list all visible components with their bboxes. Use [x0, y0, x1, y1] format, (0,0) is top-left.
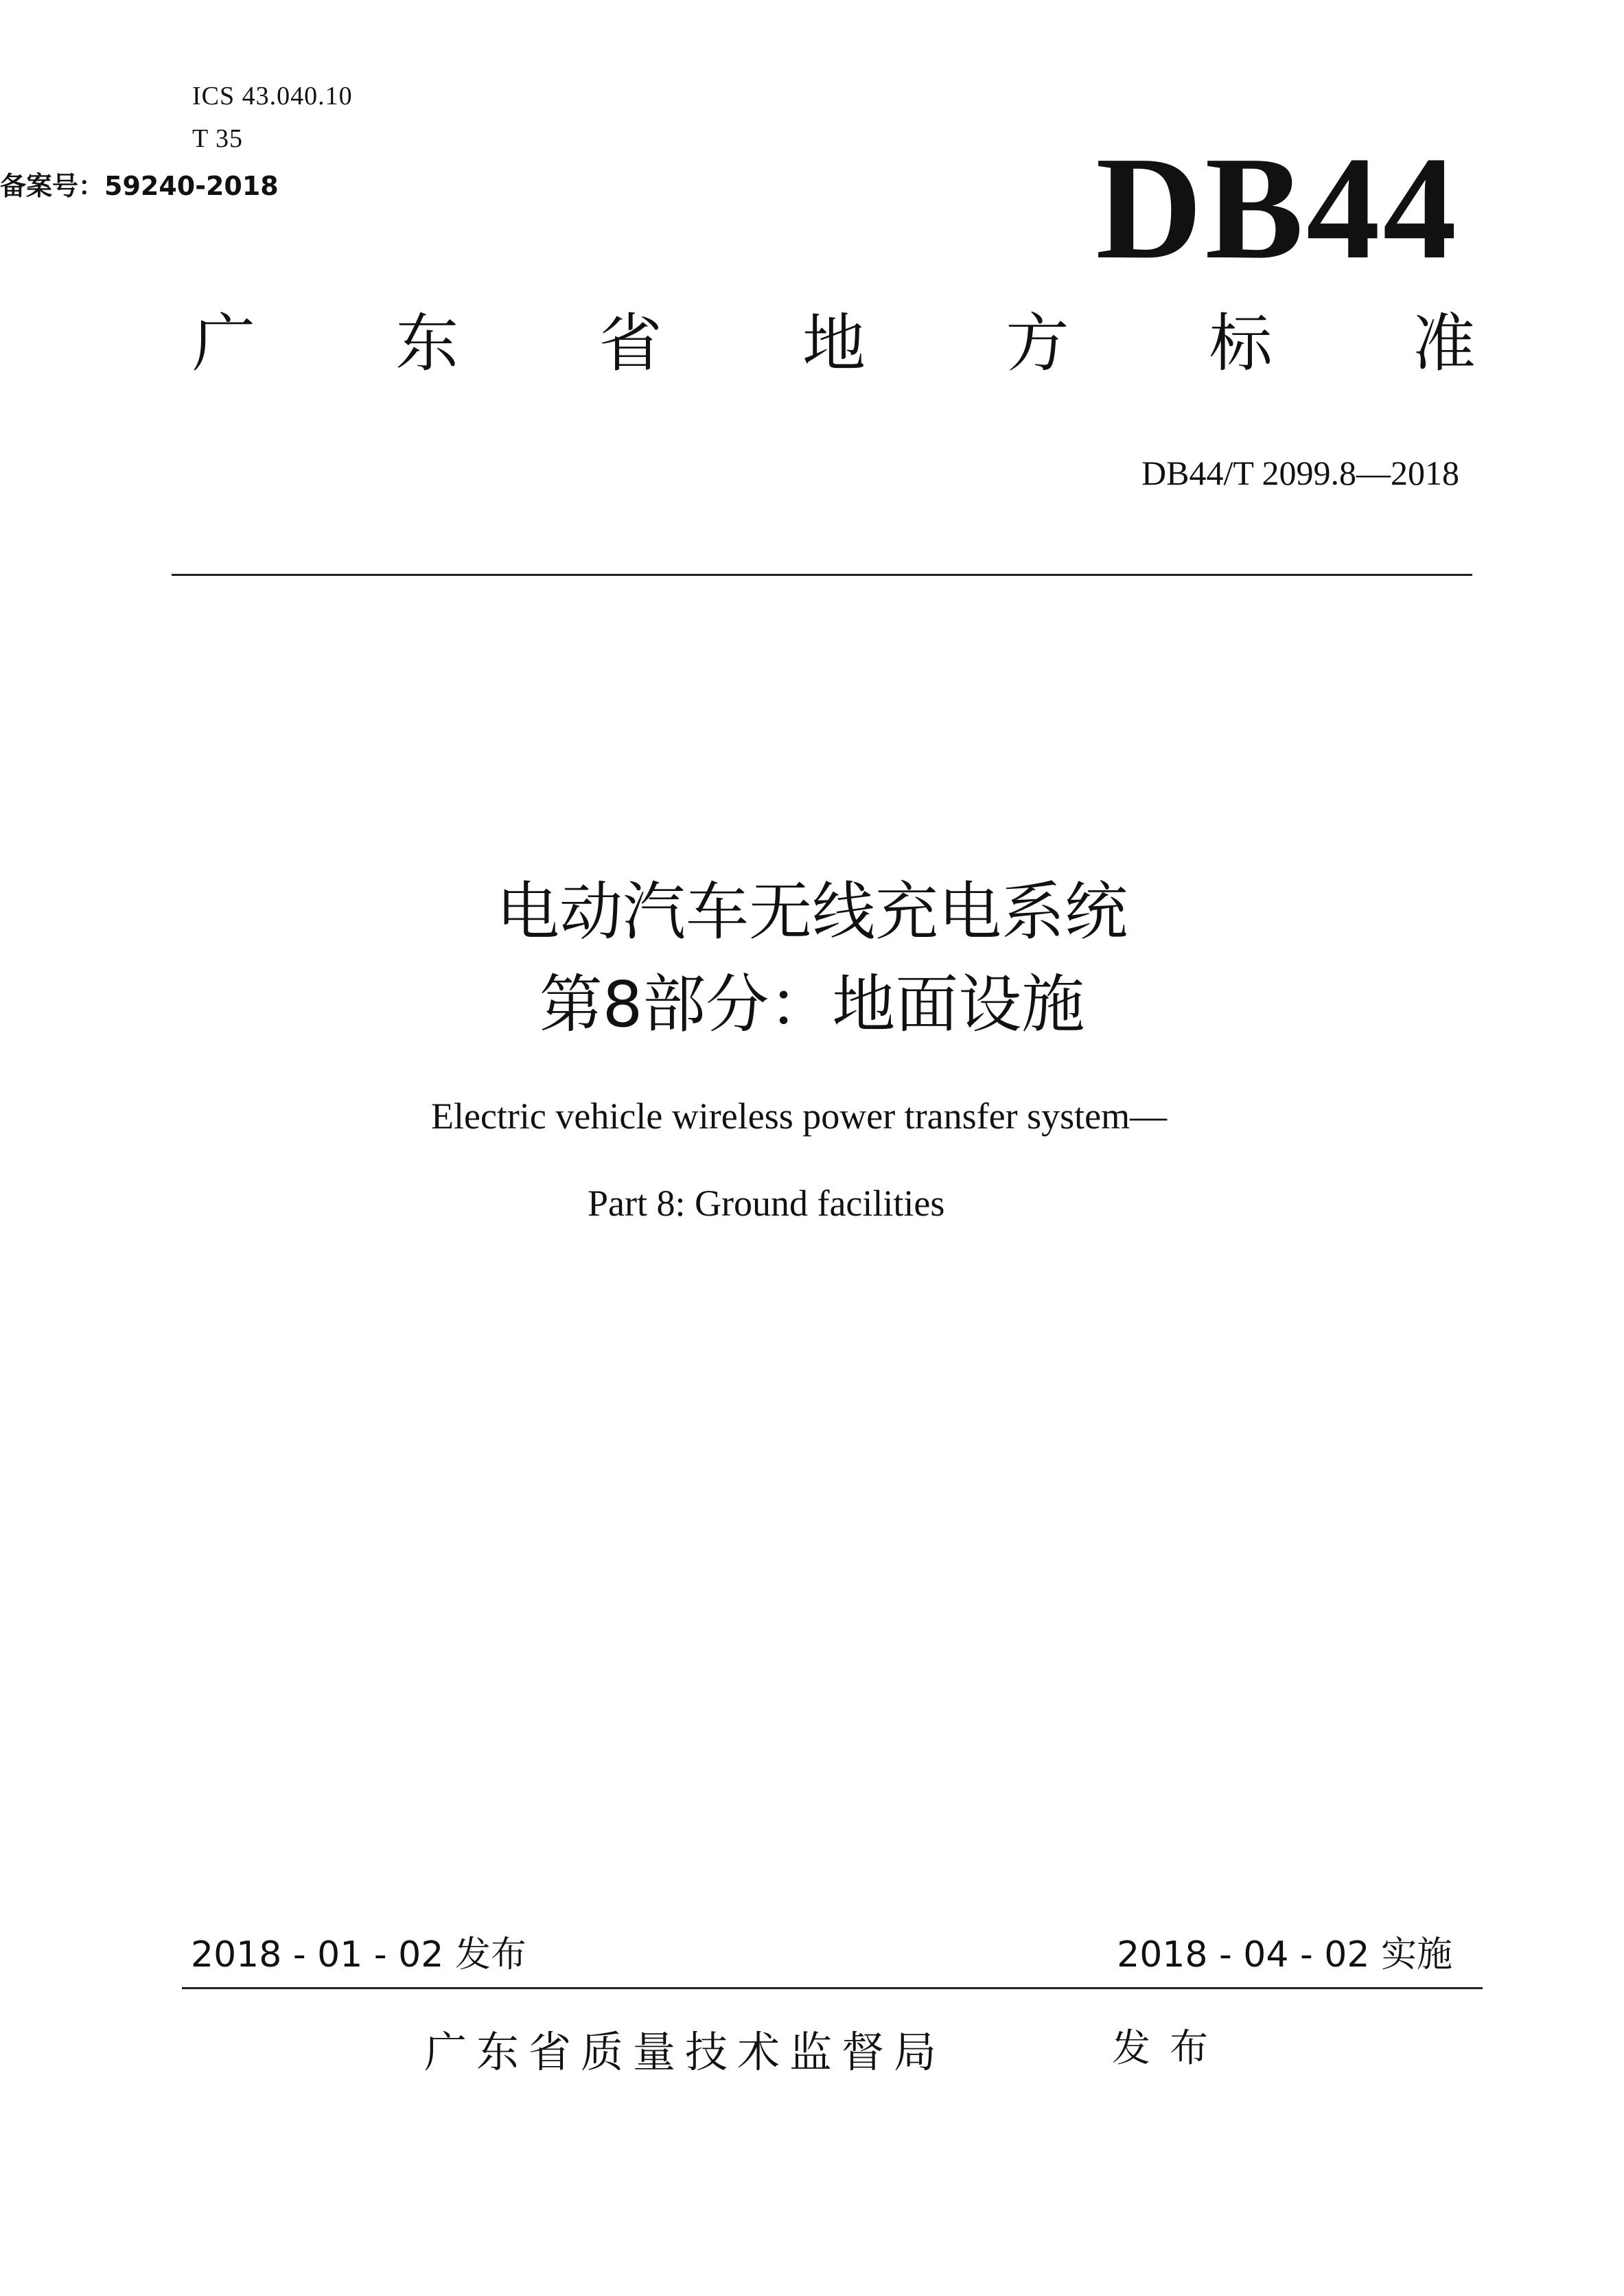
- standard-code: DB44/T 2099.8—2018: [1141, 454, 1459, 492]
- standard-type-char: 准: [1412, 307, 1476, 380]
- classification-code: T 35: [192, 124, 244, 153]
- bottom-divider: [182, 1987, 1483, 1989]
- publish-date: 2018 - 01 - 02 发布: [191, 1934, 526, 1975]
- db44-logo: DB44: [1095, 126, 1459, 290]
- ics-code: ICS 43.040.10: [192, 82, 353, 111]
- title-cn-line1: 电动汽车无线充电系统: [496, 875, 1128, 949]
- standard-type-char: 广: [192, 307, 256, 380]
- top-divider: [172, 574, 1472, 576]
- implementation-date: 2018 - 04 - 02 实施: [1117, 1934, 1452, 1975]
- title-en-line1: Electric vehicle wireless power transfer system—: [431, 1095, 1168, 1137]
- issuing-authority: 广东省质量技术监督局: [424, 2027, 947, 2077]
- title-en-line2: Part 8: Ground facilities: [588, 1183, 945, 1224]
- standard-type-char: 省: [599, 307, 662, 380]
- record-number: 备案号：59240-2018: [0, 171, 279, 201]
- standard-type-char: 地: [802, 307, 866, 380]
- standard-type-char: 东: [395, 307, 459, 380]
- title-cn-line2: 第8部分：地面设施: [539, 968, 1085, 1041]
- standard-type-char: 标: [1209, 307, 1273, 380]
- standard-type-char: 方: [1006, 307, 1069, 380]
- issue-label: 发布: [1112, 2026, 1227, 2071]
- standard-type: [192, 307, 1476, 380]
